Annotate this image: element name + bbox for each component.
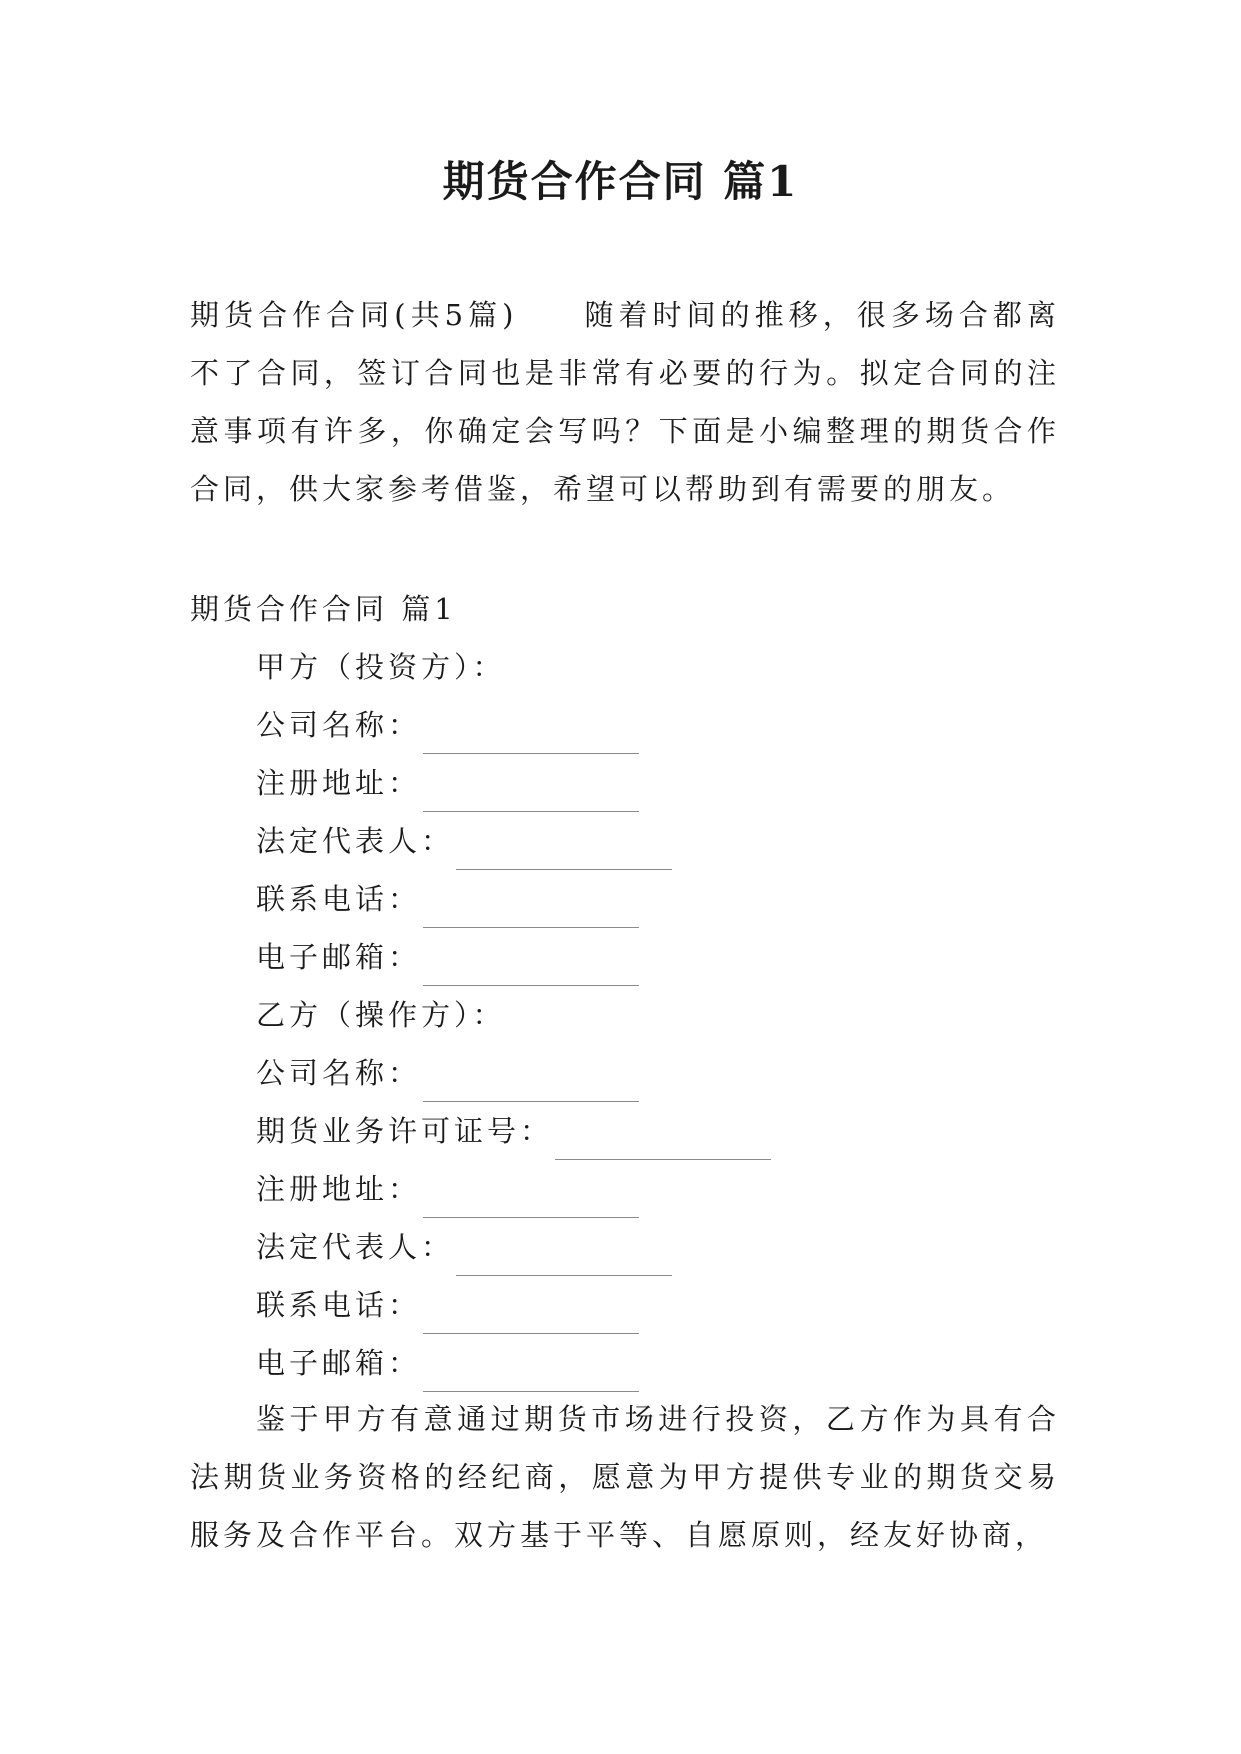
party-a-field-representative [256,812,771,870]
fill-in-blank [423,1359,639,1392]
party-a-field-company [256,696,771,754]
field-label: 电子邮箱： [256,940,422,974]
field-label: 注册地址： [256,766,422,800]
party-a-heading: 甲方（投资方）： [256,650,506,684]
party-b-field-email [256,1334,771,1392]
field-label: 联系电话： [256,882,422,916]
fill-in-blank [456,837,672,870]
section-title: 期货合作合同 篇1 [190,592,457,626]
field-label: 期货业务许可证号： [256,1114,554,1148]
field-label: 电子邮箱： [256,1346,422,1380]
field-label: 公司名称： [256,708,422,742]
party-b-field-license [256,1102,771,1160]
party-a-field-phone [256,870,771,928]
party-b-heading: 乙方（操作方）： [256,998,506,1032]
fill-in-blank [423,779,639,812]
party-a-field-address [256,754,771,812]
fill-in-blank [456,1243,672,1276]
document-title: 期货合作合同 篇1 [442,157,799,206]
fill-in-blank [423,1301,639,1334]
body-paragraph: 鉴于甲方有意通过期货市场进行投资，乙方作为具有合法期货业务资格的经纪商，愿意为甲方提供专业的期货交易服务及合作平台。双方基于平等、自愿原则，经友好协商， [190,1402,1060,1552]
intro-paragraph [190,286,1060,518]
fill-in-blank [423,895,639,928]
party-a-field-email [256,928,771,986]
intro-text: 随着时间的推移，很多场合都离不了合同，签订合同也是非常有必要的行为。拟定合同的注意事项有许多，你确定会写吗？下面是小编整理的期货合作合同，供大家参考借鉴，希望可以帮助到有需要的朋友。 [190,298,1060,506]
intro-lead: 期货合作合同(共5篇) [190,298,518,332]
fill-in-blank [423,721,639,754]
party-fields [256,638,771,1392]
fill-in-blank [555,1127,771,1160]
party-b-field-address [256,1160,771,1218]
field-label: 联系电话： [256,1288,422,1322]
field-label: 法定代表人： [256,1230,455,1264]
field-label: 公司名称： [256,1056,422,1090]
fill-in-blank [423,953,639,986]
field-label: 注册地址： [256,1172,422,1206]
field-label: 法定代表人： [256,824,455,858]
party-b-field-phone [256,1276,771,1334]
party-b-field-company [256,1044,771,1102]
party-b-field-representative [256,1218,771,1276]
fill-in-blank [423,1185,639,1218]
fill-in-blank [423,1069,639,1102]
